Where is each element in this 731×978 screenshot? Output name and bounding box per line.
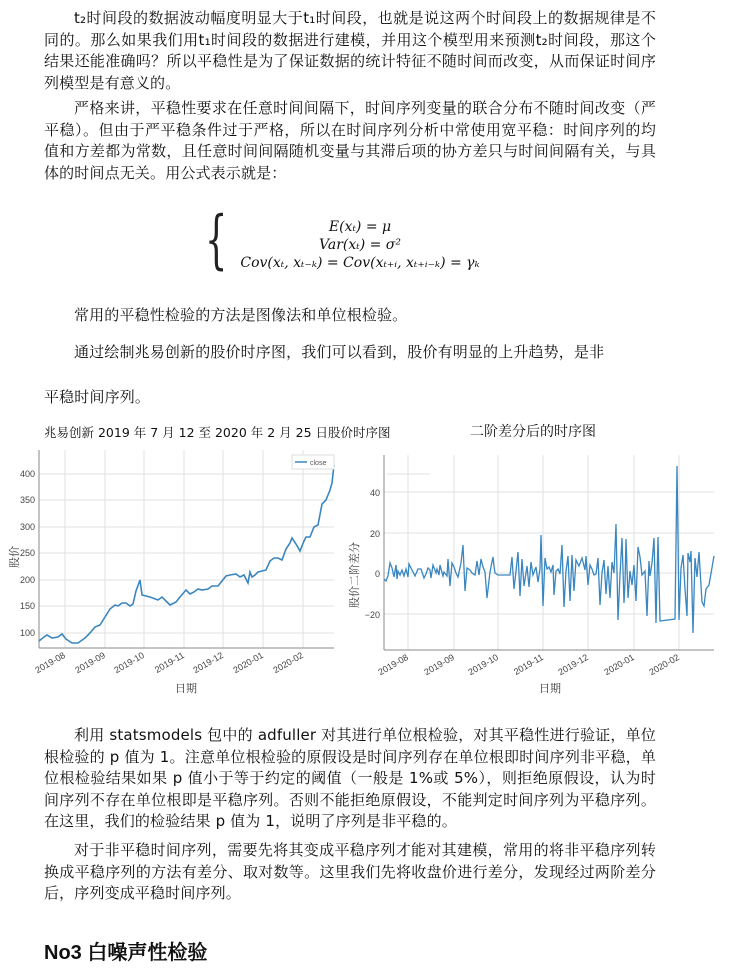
close-price-line (39, 465, 334, 643)
svg-text:2020-02: 2020-02 (271, 650, 305, 676)
svg-text:20: 20 (369, 529, 380, 539)
svg-text:2019-08: 2019-08 (33, 650, 67, 676)
svg-text:2019-12: 2019-12 (191, 650, 225, 676)
y-tick-labels (365, 488, 380, 620)
svg-text:2020-01: 2020-01 (231, 650, 265, 676)
grid (39, 450, 334, 648)
svg-text:0: 0 (374, 569, 380, 579)
x-tick-labels (376, 652, 681, 677)
second-diff-chart (340, 445, 731, 700)
paragraph-adf-test: 利用 statsmodels 包中的 adfuller 对其进行单位根检验，对其平稳性进行验证，单位根检验的 p 值为 1。注意单位根检验的原假设是时间序列存在单位根即时间序列非平稳，单位根检验结果如果 p 值小于等于约定的阈值（一般是 1%或 5%），则拒绝原假设，认为时间序列不存在单位根即是平稳序列。否则不能拒绝原假设，不能判定时间序列为平稳序列。在这里，我们的检验结果 p 值为 1，说明了序列是非平稳的。 (44, 726, 656, 830)
svg-text:2019-09: 2019-09 (73, 650, 107, 676)
svg-text:350: 350 (19, 495, 35, 505)
svg-text:200: 200 (19, 575, 35, 585)
stock-price-chart (0, 445, 345, 700)
svg-text:100: 100 (19, 628, 35, 638)
second-diff-line (384, 466, 714, 633)
formula-line-variance: Var(xₜ) = σ² (319, 237, 401, 253)
svg-text:300: 300 (19, 522, 35, 532)
y-axis-title: 股价二阶差分 (348, 542, 361, 608)
formula-line-covariance: Cov(xₜ, xₜ₋ₖ) = Cov(xₜ₊ᵢ, xₜ₊ᵢ₋ₖ) = γₖ (240, 255, 480, 271)
svg-text:2019-10: 2019-10 (466, 652, 500, 678)
paragraph-stock-trend-cont: 平稳时间序列。 (44, 388, 151, 406)
svg-text:2020-02: 2020-02 (647, 652, 681, 678)
brace-symbol: { (205, 203, 228, 277)
y-tick-labels (20, 469, 35, 638)
section-heading: No3 白噪声性检验 (44, 942, 208, 964)
paragraph-differencing: 对于非平稳时间序列，需要先将其变成平稳序列才能对其建模，常用的将非平稳序列转换成平稳序列的方法有差分、取对数等。这里我们先将收盘价进行差分，发现经过两阶差分后，序列变成平稳时间序列。 (44, 841, 656, 902)
svg-text:2019-08: 2019-08 (376, 652, 410, 678)
legend-label: close (310, 460, 327, 467)
svg-text:150: 150 (19, 601, 35, 611)
stationarity-formula (205, 203, 505, 284)
paragraph-test-methods: 常用的平稳性检验的方法是图像法和单位根检验。 (74, 306, 408, 324)
x-axis-title: 日期 (175, 682, 197, 695)
svg-text:250: 250 (19, 548, 35, 558)
paragraph-strict-stationarity: 严格来讲，平稳性要求在任意时间间隔下，时间序列变量的联合分布不随时间改变（严平稳）。但由于严平稳条件过于严格，所以在时间序列分析中常使用宽平稳：时间序列的均值和方差都为常数，且任意时间间隔随机变量与其滞后项的协方差只与时间间隔有关，与具体的时间点无关。用公式表示就是： (44, 99, 656, 182)
svg-text:−20: −20 (364, 610, 380, 620)
paragraph-stock-trend: 通过绘制兆易创新的股价时序图，我们可以看到，股价有明显的上升趋势，是非 (74, 343, 605, 361)
svg-text:2019-09: 2019-09 (422, 652, 456, 678)
svg-text:2019-12: 2019-12 (556, 652, 590, 678)
y-axis-title: 股价 (8, 546, 21, 568)
legend (292, 455, 334, 469)
formula-line-mean: E(xₜ) = μ (328, 219, 392, 235)
x-tick-labels (33, 650, 305, 675)
svg-text:400: 400 (19, 469, 35, 479)
x-axis-title: 日期 (539, 682, 561, 695)
svg-text:2019-11: 2019-11 (511, 652, 545, 677)
right-chart-caption: 二阶差分后的时序图 (470, 424, 596, 440)
svg-text:2019-10: 2019-10 (112, 650, 146, 676)
svg-text:2019-11: 2019-11 (152, 650, 186, 675)
svg-text:40: 40 (369, 488, 380, 498)
left-chart-caption: 兆易创新 2019 年 7 月 12 至 2020 年 2 月 25 日股价时序图 (44, 425, 391, 440)
paragraph-stationarity-intro: t₂时间段的数据波动幅度明显大于t₁时间段，也就是说这两个时间段上的数据规律是不同的。那么如果我们用t₁时间段的数据进行建模，并用这个模型用来预测t₂时间段，那这个结果还能准确吗？所以平稳性是为了保证数据的统计特征不随时间而改变，从而保证时间序列模型是有意义的。 (44, 9, 656, 92)
svg-text:2020-01: 2020-01 (602, 652, 636, 678)
